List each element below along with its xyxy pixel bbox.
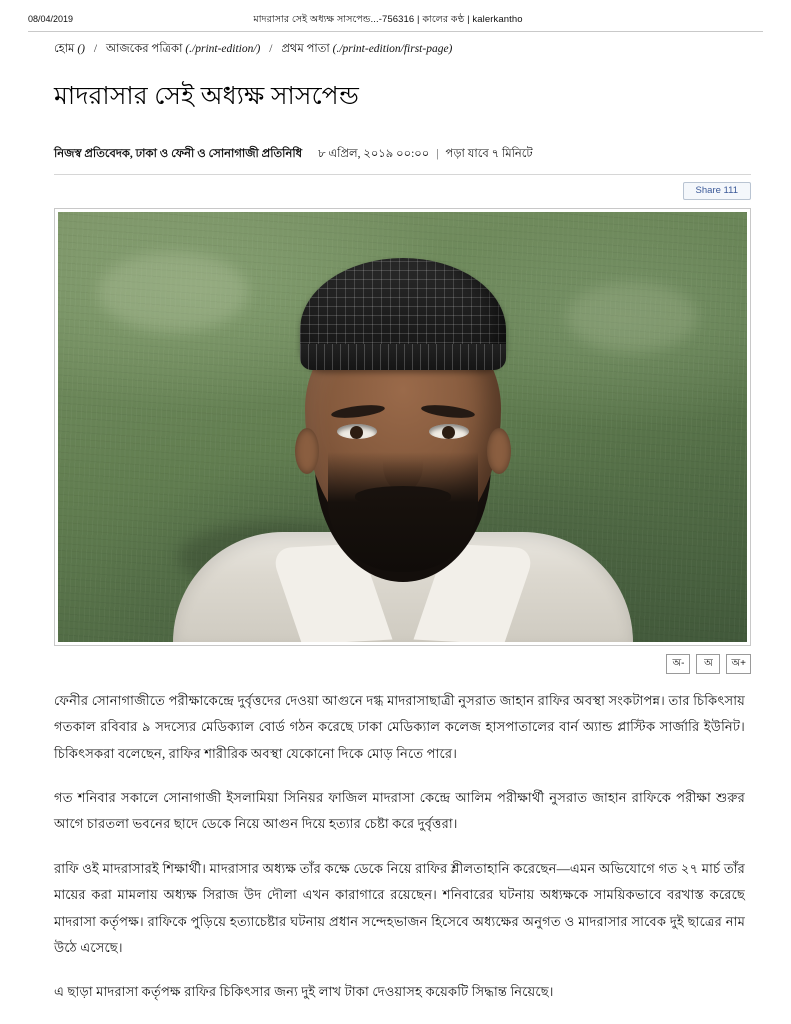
byline-divider: | — [436, 147, 439, 160]
print-date: 08/04/2019 — [28, 14, 74, 24]
share-label: Share — [695, 184, 721, 196]
font-size-controls — [54, 654, 751, 674]
breadcrumb-item-first-page[interactable]: প্রথম পাতা — [281, 43, 330, 56]
article-photo — [58, 212, 747, 642]
subject-ear-right — [487, 428, 511, 474]
breadcrumb-separator-2: / — [269, 43, 273, 56]
article-paragraph: ফেনীর সোনাগাজীতে পরীক্ষাকেন্দ্রে দুর্বৃত্তদের দেওয়া আগুনে দগ্ধ মাদরাসাছাত্রী নুসরাত জাহান রাফির অবস্থা সংকটাপন্ন। তার চিকিৎসায় গতকাল রবিবার ৯ সদস্যের মেডিক্যাল বোর্ড গঠন করেছে ঢাকা মেডিক্যাল কলেজ হাসপাতালের বার্ন অ্যান্ড প্লাস্টিক সার্জারি ইউনিট। চিকিৎসকরা বলেছেন, রাফির শারীরিক অবস্থা যেকোনো দিকে মোড় নিতে পারে। — [54, 692, 745, 761]
breadcrumb-item-print-edition[interactable]: আজকের পত্রিকা — [105, 43, 183, 56]
breadcrumb-first-page-url: (./print-edition/first-page) — [332, 43, 453, 56]
article-publish-date: ৮ এপ্রিল, ২০১৯ ০০:০০ — [318, 147, 430, 160]
article-body — [0, 674, 791, 1006]
share-count: 111 — [723, 184, 738, 196]
font-size-increase-button[interactable]: অ+ — [726, 654, 751, 674]
font-size-decrease-button[interactable]: অ- — [666, 654, 690, 674]
wall-scuff-1 — [98, 252, 248, 332]
print-header — [0, 0, 791, 25]
article-paragraph: গত শনিবার সকালে সোনাগাজী ইসলামিয়া সিনিয়র ফাজিল মাদরাসা কেন্দ্রে আলিম পরীক্ষার্থী নুসরাত জাহান রাফিকে পরীক্ষা শুরুর আগে চারতলা ভবনের ছাদে ডেকে নিয়ে আগুন দিয়ে হত্যার চেষ্টা করে দুর্বৃত্তরা। — [54, 789, 745, 832]
byline-row — [0, 131, 791, 164]
share-button[interactable] — [683, 182, 751, 200]
subject-pupil-right — [442, 426, 455, 439]
article-paragraph: রাফি ওই মাদরাসারই শিক্ষার্থী। মাদরাসার অধ্যক্ষ তাঁর কক্ষে ডেকে নিয়ে রাফির শ্লীলতাহানি করেছেন—এমন অভিযোগে গত ২৭ মার্চ তাঁর মায়ের করা মামলায় অধ্যক্ষ সিরাজ উদ দৌলা এখন কারাগারে রয়েছেন। শনিবারের ঘটনায় অধ্যক্ষকে সাময়িকভাবে বরখাস্ত করেছে মাদরাসা কর্তৃপক্ষ। রাফিকে পুড়িয়ে হত্যাচেষ্টার ঘটনায় প্রধান সন্দেহভাজন হিসেবে অধ্যক্ষের অনুগত ও মাদরাসার সাবেক দুই ছাত্রের নাম উঠে এসেছে। — [54, 860, 745, 955]
subject-eye-left — [337, 424, 377, 439]
breadcrumb-item-home[interactable]: হোম — [54, 43, 75, 56]
print-title: মাদরাসার সেই অধ্যক্ষ সাসপেন্ড...-756316 | কালের কণ্ঠ | kalerkantho — [253, 14, 523, 25]
subject-eye-right — [429, 424, 469, 439]
breadcrumb-separator-1: / — [93, 43, 98, 56]
share-row — [54, 182, 751, 204]
article-figure — [54, 208, 751, 646]
breadcrumb — [0, 32, 791, 57]
subject-cap-band — [300, 344, 506, 370]
font-size-normal-button[interactable]: অ — [696, 654, 720, 674]
photo-subject — [233, 282, 573, 642]
byline-divider-rule — [54, 174, 751, 175]
article-paragraph: এ ছাড়া মাদরাসা কর্তৃপক্ষ রাফির চিকিৎসার জন্য দুই লাখ টাকা দেওয়াসহ কয়েকটি সিদ্ধান্ত নিয়েছে। — [54, 984, 554, 1000]
article-byline: নিজস্ব প্রতিবেদক, ঢাকা ও ফেনী ও সোনাগাজী প্রতিনিধি — [54, 147, 303, 160]
subject-eyebrow-left — [330, 402, 385, 419]
article-read-time: পড়া যাবে ৭ মিনিটে — [445, 147, 533, 160]
breadcrumb-home-url: () — [77, 43, 85, 56]
wall-scuff-2 — [567, 282, 697, 352]
breadcrumb-print-edition-url: (./print-edition/) — [185, 43, 261, 56]
subject-ear-left — [295, 428, 319, 474]
subject-eyebrow-right — [420, 402, 475, 419]
subject-pupil-left — [350, 426, 363, 439]
page-title: মাদরাসার সেই অধ্যক্ষ সাসপেন্ড — [54, 83, 360, 111]
